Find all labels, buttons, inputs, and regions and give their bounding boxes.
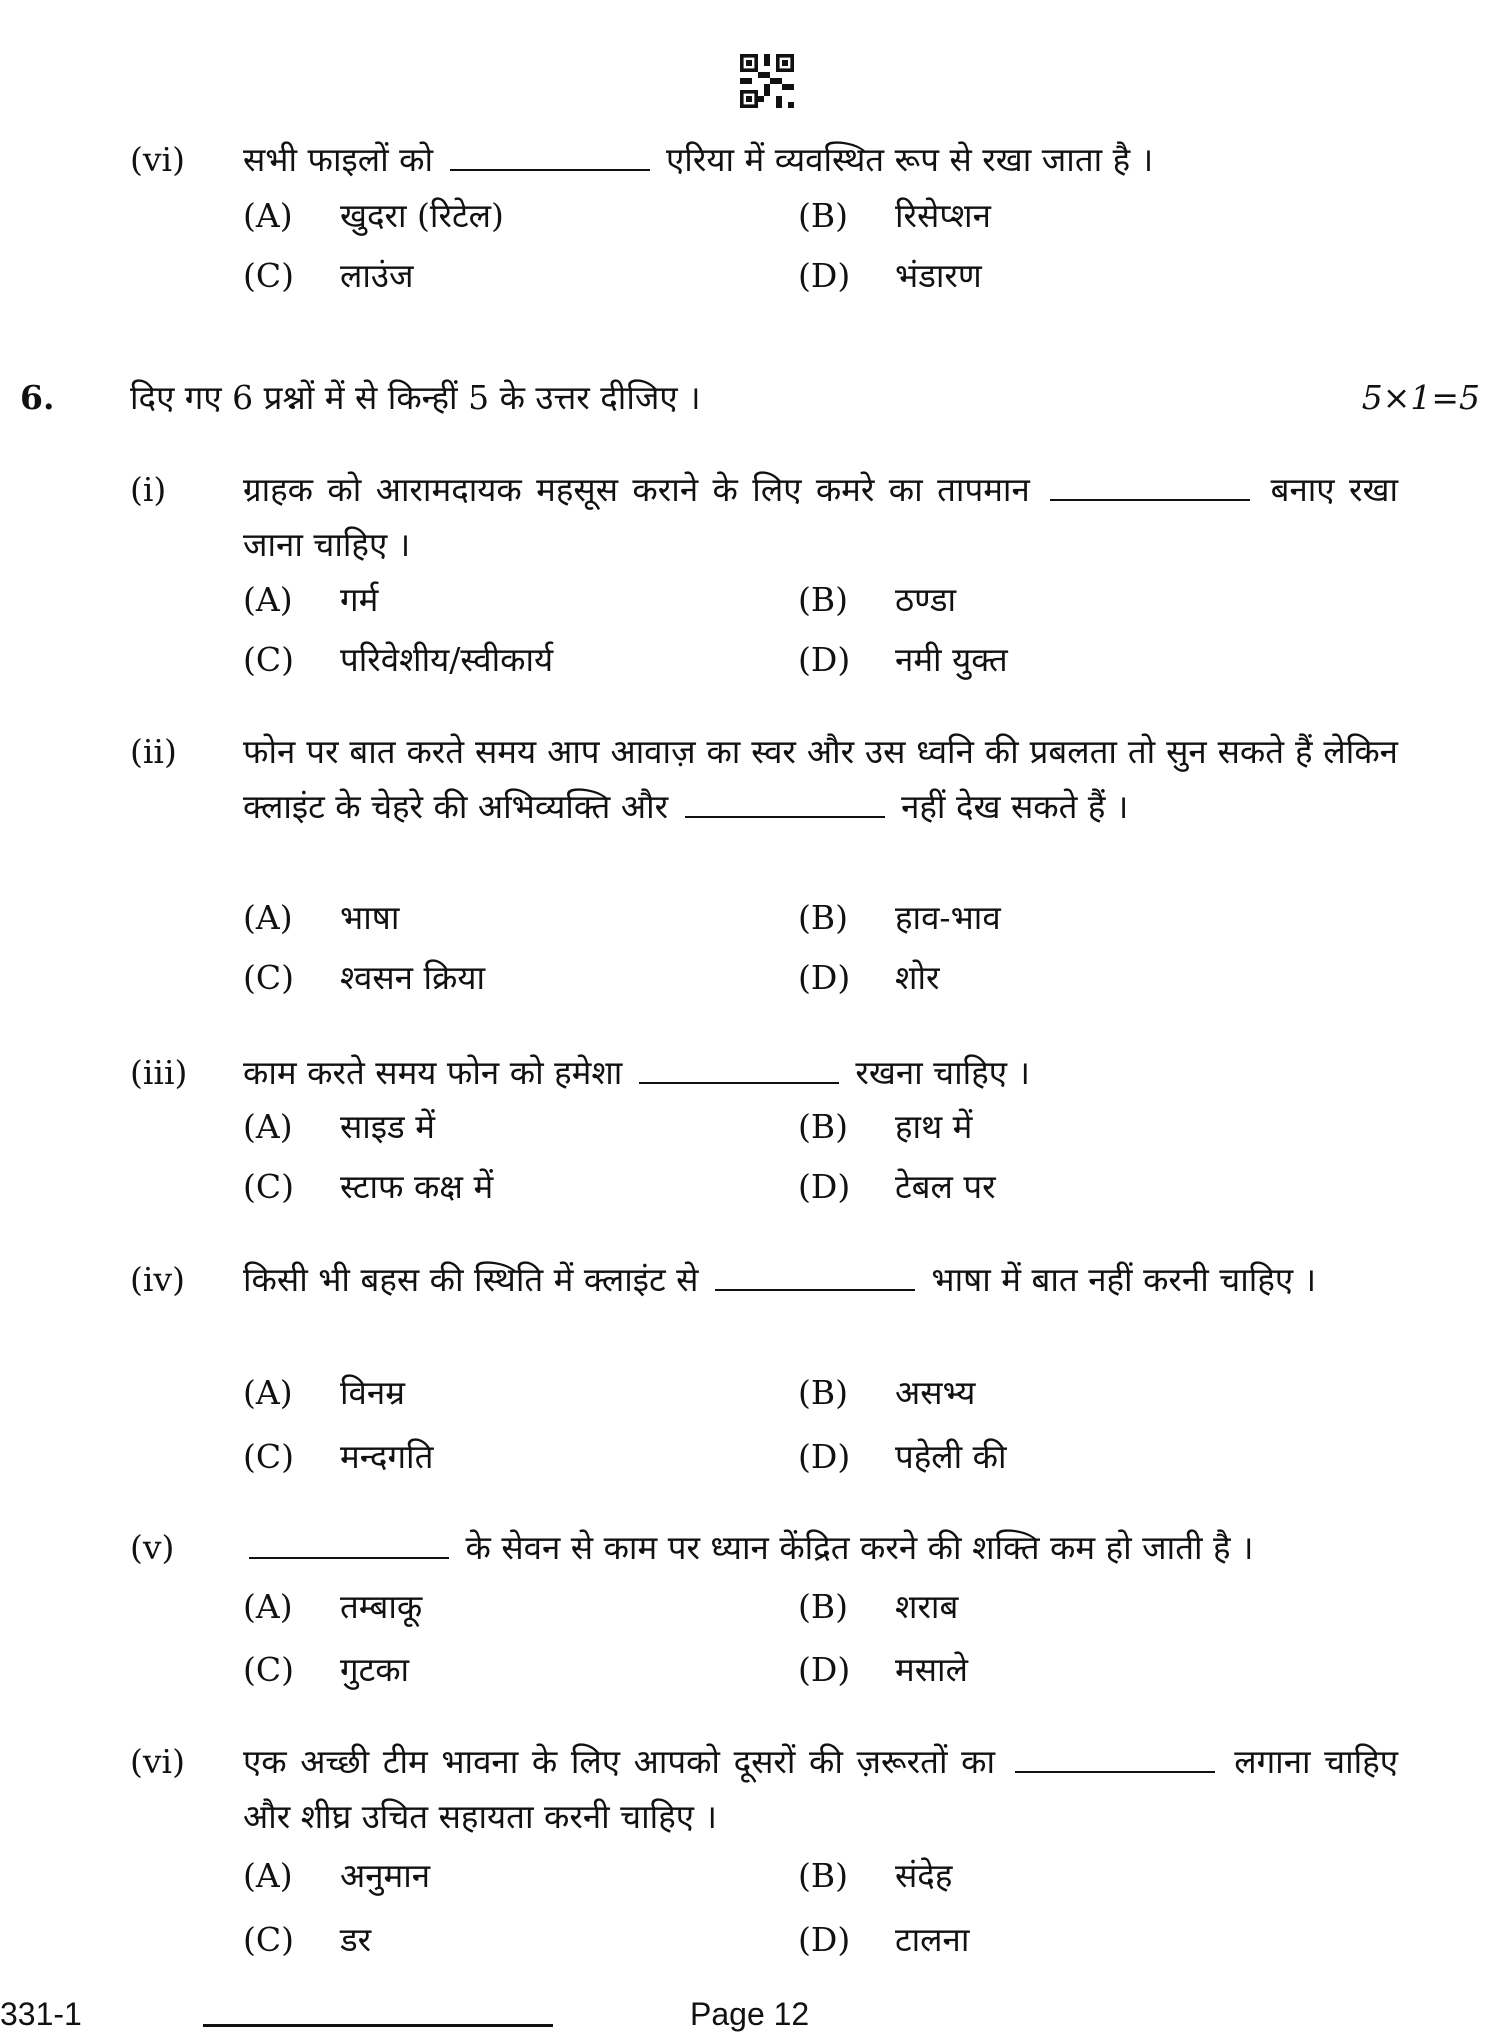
option-text: शोर xyxy=(895,958,940,997)
option-label: (A) xyxy=(243,580,293,619)
option-label: (A) xyxy=(243,1373,293,1412)
option-text: लाउंज xyxy=(340,256,414,295)
question-number: (v) xyxy=(130,1528,175,1567)
option-label: (D) xyxy=(798,1650,851,1689)
option-label: (C) xyxy=(243,1920,294,1959)
option-text: नमी युक्त xyxy=(895,640,1008,679)
option-label: (D) xyxy=(798,1167,851,1206)
option-text: तम्बाकू xyxy=(340,1587,423,1626)
option-text: ठण्डा xyxy=(895,580,957,619)
question-number: (vi) xyxy=(130,1742,185,1781)
answer-blank xyxy=(249,1527,449,1559)
option-label: (C) xyxy=(243,1437,294,1476)
option-text: टेबल पर xyxy=(895,1167,996,1206)
option-text: असभ्य xyxy=(895,1373,976,1412)
option-label: (A) xyxy=(243,1856,293,1895)
question-number: (i) xyxy=(130,470,167,509)
footer-divider xyxy=(203,2024,553,2027)
option-label: (C) xyxy=(243,1650,294,1689)
option-text: मसाले xyxy=(895,1650,968,1689)
section-marks: 5×1=5 xyxy=(1361,378,1480,417)
option-label: (C) xyxy=(243,958,294,997)
option-text: भंडारण xyxy=(895,256,982,295)
option-label: (A) xyxy=(243,1587,293,1626)
option-text: हाथ में xyxy=(895,1107,973,1146)
option-text: शराब xyxy=(895,1587,959,1626)
question-text: एक अच्छी टीम भावना के लिए आपको दूसरों की ज़रूरतों का लगाना चाहिए और शीघ्र उचित सहायता करनी चाहिए । xyxy=(243,1742,1398,1836)
question-number: (ii) xyxy=(130,732,177,771)
qr-code xyxy=(740,54,794,108)
option-text: डर xyxy=(340,1920,372,1959)
question-text: काम करते समय फोन को हमेशा रखना चाहिए । xyxy=(243,1053,1030,1092)
section-instruction: दिए गए 6 प्रश्नों में से किन्हीं 5 के उत्तर दीजिए । xyxy=(130,378,701,417)
option-text: मन्दगति xyxy=(340,1437,434,1476)
option-label: (A) xyxy=(243,898,293,937)
option-label: (C) xyxy=(243,1167,294,1206)
option-text: गर्म xyxy=(340,580,379,619)
option-text: संदेह xyxy=(895,1856,953,1895)
option-label: (D) xyxy=(798,640,851,679)
option-text: अनुमान xyxy=(340,1856,431,1895)
option-label: (D) xyxy=(798,958,851,997)
option-label: (B) xyxy=(798,898,848,937)
option-text: गुटका xyxy=(340,1650,410,1689)
question-number: (iv) xyxy=(130,1260,185,1299)
option-label: (B) xyxy=(798,580,848,619)
option-label: (B) xyxy=(798,196,848,235)
option-text: स्टाफ कक्ष में xyxy=(340,1167,494,1206)
question-text: ग्राहक को आरामदायक महसूस कराने के लिए कमरे का तापमान बनाए रखा जाना चाहिए । xyxy=(243,470,1398,564)
option-text: भाषा xyxy=(340,898,400,937)
option-text: रिसेप्शन xyxy=(895,196,991,235)
answer-blank xyxy=(715,1259,915,1291)
option-text: श्वसन क्रिया xyxy=(340,958,486,997)
option-label: (D) xyxy=(798,1920,851,1959)
option-label: (A) xyxy=(243,1107,293,1146)
option-label: (B) xyxy=(798,1856,848,1895)
option-label: (B) xyxy=(798,1107,848,1146)
option-text: टालना xyxy=(895,1920,970,1959)
question-text: किसी भी बहस की स्थिति में क्लाइंट से भाषा में बात नहीं करनी चाहिए । xyxy=(243,1260,1317,1299)
option-text: परिवेशीय/स्वीकार्य xyxy=(340,640,554,679)
option-text: विनम्र xyxy=(340,1373,405,1412)
section-number: 6. xyxy=(20,378,55,417)
question-text: फोन पर बात करते समय आप आवाज़ का स्वर और उस ध्वनि की प्रबलता तो सुन सकते हैं लेकिन क्लाइंट के चेहरे की अभिव्यक्ति और नहीं देख सकते हैं । xyxy=(243,732,1398,826)
option-text: खुदरा (रिटेल) xyxy=(340,196,504,235)
answer-blank xyxy=(685,786,885,818)
option-label: (C) xyxy=(243,640,294,679)
option-label: (D) xyxy=(798,256,851,295)
option-text: हाव-भाव xyxy=(895,898,1001,937)
answer-blank xyxy=(1050,469,1250,501)
paper-code: 331-1 xyxy=(0,1996,82,2032)
option-label: (C) xyxy=(243,256,294,295)
page-number: Page 12 xyxy=(690,1996,810,2032)
question-text: के सेवन से काम पर ध्यान केंद्रित करने की शक्ति कम हो जाती है । xyxy=(243,1520,1398,1575)
question-text: सभी फाइलों को एरिया में व्यवस्थित रूप से रखा जाता है । xyxy=(243,140,1154,179)
option-text: साइड में xyxy=(340,1107,435,1146)
answer-blank xyxy=(450,139,650,171)
option-label: (B) xyxy=(798,1373,848,1412)
option-text: पहेली की xyxy=(895,1437,1007,1476)
question-number: (iii) xyxy=(130,1053,188,1092)
answer-blank xyxy=(1015,1741,1215,1773)
option-label: (D) xyxy=(798,1437,851,1476)
option-label: (B) xyxy=(798,1587,848,1626)
answer-blank xyxy=(639,1052,839,1084)
question-number: (vi) xyxy=(130,140,185,179)
option-label: (A) xyxy=(243,196,293,235)
